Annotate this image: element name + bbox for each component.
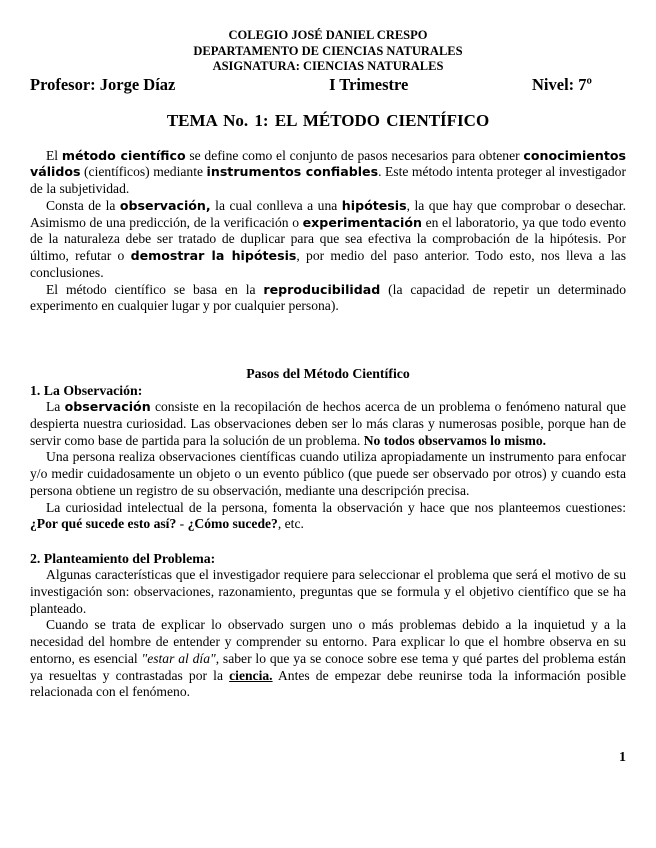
topic-title: TEMA No. 1: EL MÉTODO CIENTÍFICO [166, 110, 490, 130]
department-name: DEPARTAMENTO DE CIENCIAS NATURALES [193, 43, 463, 58]
school-name: COLEGIO JOSÉ DANIEL CRESPO [228, 28, 428, 42]
subject-name: ASIGNATURA: CIENCIAS NATURALES [212, 59, 444, 73]
steps-title: Pasos del Método Científico [246, 366, 410, 381]
step1-title: 1. La Observación: [30, 383, 143, 398]
term-label: I Trimestre [329, 74, 409, 94]
course-meta [30, 75, 626, 95]
spacer [30, 533, 626, 550]
intro-paragraph-1: El método científico se define como el conjunto de pasos necesarios para obtener conocimientos válidos (científicos) mediante instrumentos confiables. Este método intenta proteger al investigador de la subjetividad. [30, 147, 627, 196]
spacer [30, 315, 626, 365]
step1-paragraph-3: La curiosidad intelectual de la persona, fomenta la observación y hace que nos planteemos cuestiones: ¿Por qué sucede esto así? - ¿Cómo sucede?, etc. [30, 499, 626, 532]
page-number: 1 [619, 750, 626, 765]
document-page [30, 28, 626, 701]
intro-paragraph-3: El método científico se basa en la reproducibilidad (la capacidad de repetir un determinado experimento en cualquier lugar y por cualquier persona). [30, 281, 627, 314]
step1-paragraph-1: La observación consiste en la recopilación de hechos acerca de un problema o fenómeno natural que despierta nuestra curiosidad. Las observaciones deben ser lo más claras y numerosas posible, porque han de servir como base de partida para la solución de un problema. No todos observamos lo mismo. [30, 399, 626, 448]
teacher-label: Profesor: Jorge Díaz [30, 74, 176, 94]
step1-paragraph-2: Una persona realiza observaciones científicas cuando utiliza apropiadamente un instrumento para enfocar y/o medir cuidadosamente un objeto o un evento público (que puede ser observado por otros) y cuando esta persona obtiene un registro de su observación, mediante una descripción precisa. [30, 449, 626, 498]
step2-title: 2. Planteamiento del Problema: [30, 551, 216, 566]
step2-paragraph-1: Algunas características que el investigador requiere para seleccionar el problema que será el motivo de su investigación son: observaciones, razonamiento, preguntas que se formula y el objetivo científico que se ha planteado. [30, 567, 626, 616]
step2-paragraph-2: Cuando se trata de explicar lo observado surgen uno o más problemas debido a la inquietud y a la necesidad del hombre de entender y comprender su entorno. Para explicar lo que el hombre observa en su entorno, es esencial "estar al día", saber lo que ya se conoce sobre ese tema y qué partes del problema están ya resueltas y contrastadas por la ciencia. Antes de empezar debe reunirse toda la información posible relacionada con el fenómeno. [30, 617, 626, 700]
level-label: Nivel: 7º [532, 74, 592, 94]
intro-paragraph-2: Consta de la observación, la cual conlleva a una hipótesis, la que hay que comprobar o desechar. Asimismo de una predicción, de la verificación o experimentación en el laboratorio, ya que todo evento de la naturaleza debe ser tratado de duplicar para que sea efectiva la comprobación de la hipótesis. Por último, refutar o demostrar la hipótesis, por medio del paso anterior. Todo esto, nos lleva a las conclusiones. [30, 197, 626, 280]
